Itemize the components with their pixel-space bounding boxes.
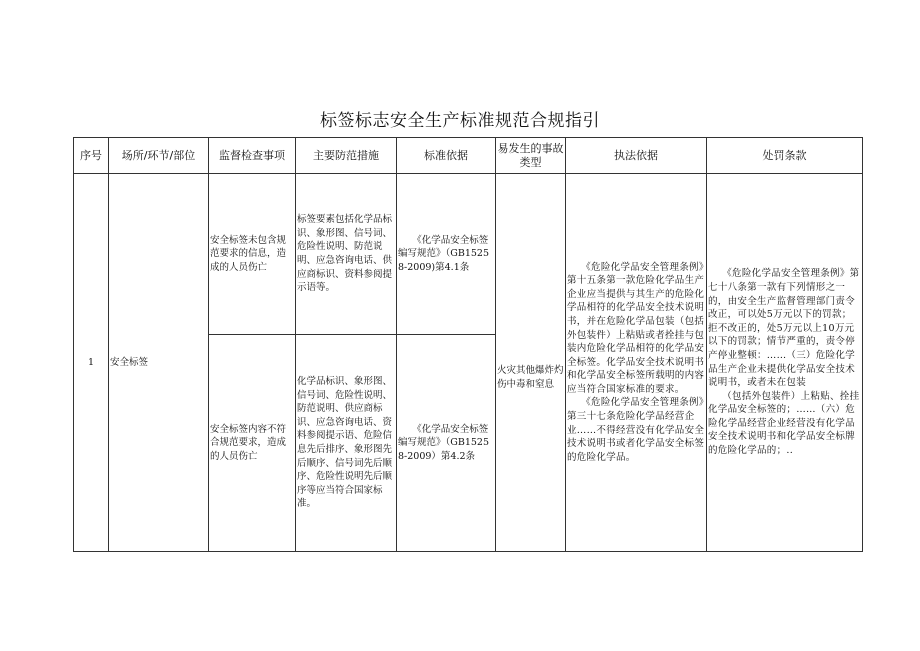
law-basis-paragraph: 《危险化学品安全管理条例》第三十七条危险化学品经营企业……不得经营没有化学品安全技术说明书或者化学品安全标签的危险化学品。 (567, 397, 705, 463)
header-measures: 主要防范措施 (296, 138, 397, 174)
accident-type: 火灾其他爆炸灼伤中毒和窒息 (496, 174, 566, 552)
header-law-basis: 执法依据 (566, 138, 707, 174)
standard-basis: 《化学品安全标签编写规范》（GB15258-2009）第4.2条 (397, 335, 496, 552)
inspection-item: 安全标签未包含规范要求的信息，造成的人员伤亡 (209, 174, 296, 335)
prevention-measures: 化学品标识、象形图、信号词、危险性说明、防范说明、供应商标识、应急咨询电话、资料参阅提示语、危险信息先后排序、象形图先后顺序、信号词先后顺序、危险性说明先后顺序等应当符合国家标准。 (296, 335, 397, 552)
header-inspection-item: 监督检查事项 (209, 138, 296, 174)
penalty-clause (707, 174, 863, 552)
penalty-paragraph: （包括外包装件）上粘贴、拴挂化学品安全标签的；……（六）危险化学品经营企业经营没有化学品安全技术说明书和化学品安全标牌的危险化学品的；.. (708, 390, 860, 457)
law-basis-paragraph: 《危险化学品安全管理条例》第十五条第一款危险化学品生产企业应当提供与其生产的危险化学品相符的化学品安全技术说明书，并在危险化学品包装（包括外包装件）上粘贴或者拴挂与包装内危险化学品相符的化学品安全标签。化学品安全技术说明书和化学品安全标签所载明的内容应当符合国家标准的要求。 (567, 261, 705, 395)
law-basis (566, 174, 707, 552)
header-penalty: 处罚条款 (707, 138, 863, 174)
prevention-measures: 标签要素包括化学品标识、象形图、信号词、危险性说明、防范说明、应急咨询电话、供应商标识、资料参阅提示语等。 (296, 174, 397, 335)
header-accident-type: 易发生的事故类型 (496, 138, 566, 174)
header-index: 序号 (74, 138, 109, 174)
row-index: 1 (74, 174, 109, 552)
penalty-paragraph: 《危险化学品安全管理条例》第七十八条第一款有下列情形之一的，由安全生产监督管理部门责令改正，可以处5万元以下的罚款；拒不改正的，处5万元以上10万元以下的罚款；情节严重的，责令停产停业整顿：……（三）危险化学品生产企业未提供化学品安全技术说明书，或者未在包装 (708, 268, 860, 389)
page-title: 标签标志安全生产标准规范合规指引 (320, 111, 600, 131)
standard-basis: 《化学品安全标签编写规范》（GB15258-2009)第4.1条 (397, 174, 496, 335)
header-location: 场所/环节/部位 (109, 138, 209, 174)
inspection-item: 安全标签内容不符合规范要求，造成的人员伤亡 (209, 335, 296, 552)
header-standard: 标准依据 (397, 138, 496, 174)
table-header-row (74, 138, 863, 174)
row-location: 安全标签 (109, 174, 209, 552)
table-row (74, 174, 863, 335)
compliance-table (73, 137, 863, 552)
